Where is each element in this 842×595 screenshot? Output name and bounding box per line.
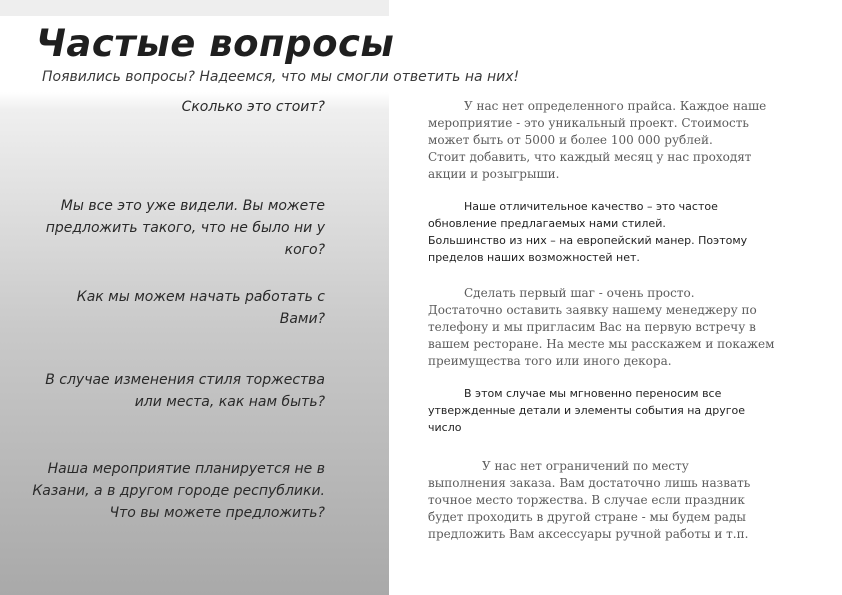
- faq-answer-change: [428, 385, 780, 436]
- answer-line: обновление предлагаемых нами стилей.: [428, 217, 666, 230]
- answer-line: число: [428, 421, 462, 434]
- answer-line: В этом случае мы мгновенно переносим все: [464, 387, 722, 400]
- answer-line: Сделать первый шаг - очень просто.: [464, 286, 695, 300]
- answer-line: У нас нет определенного прайса. Каждое наше: [464, 99, 767, 113]
- answer-line: предложить Вам аксессуары ручной работы и т.п.: [428, 527, 749, 541]
- answer-line: Большинство из них – на европейский манер. Поэтому: [428, 234, 748, 247]
- page-subtitle: Появились вопросы? Надеемся, что мы смогли ответить на них!: [42, 69, 520, 85]
- answer-line: выполнения заказа. Вам достаточно лишь назвать: [428, 476, 751, 490]
- faq-answer-unique: [428, 198, 780, 266]
- answer-line: утвержденные детали и элементы события на другое: [428, 404, 746, 417]
- answer-line: может быть от 5000 и более 100 000 рублей.: [428, 133, 713, 147]
- answer-line: вашем ресторане. На месте мы расскажем и покажем: [428, 337, 775, 351]
- answer-line: мероприятие - это уникальный проект. Стоимость: [428, 116, 749, 130]
- answer-line: Наше отличительное качество – это частое: [464, 200, 718, 213]
- faq-answer-cost: [428, 98, 780, 183]
- answer-line: телефону и мы пригласим Вас на первую встречу в: [428, 320, 756, 334]
- answer-line: преимущества того или иного декора.: [428, 354, 672, 368]
- answer-line: пределов наших возможностей нет.: [428, 251, 640, 264]
- answer-line: Достаточно оставить заявку нашему менеджеру по: [428, 303, 757, 317]
- page-title: Частые вопросы: [36, 22, 395, 65]
- answer-line: точное место торжества. В случае если праздник: [428, 493, 745, 507]
- faq-question-unique: Мы все это уже видели. Вы можете предложить такого, что не было ни у кого?: [45, 198, 325, 258]
- faq-answer-city: [428, 458, 780, 543]
- question-line: Сколько это стоит?: [181, 99, 325, 115]
- faq-question-cost: [30, 96, 325, 118]
- faq-question-start: Как мы можем начать работать с Вами?: [76, 289, 325, 327]
- answer-line: акции и розыгрыши.: [428, 167, 560, 181]
- faq-question-change: В случае изменения стиля торжества или места, как нам быть?: [45, 372, 325, 410]
- faq-answer-start: [428, 285, 780, 370]
- top-band: [0, 0, 389, 16]
- answer-line: Стоит добавить, что каждый месяц у нас проходят: [428, 150, 752, 164]
- faq-question-city: Наша мероприятие планируется не в Казани, а в другом городе республики. Что вы можете предложить?: [32, 461, 325, 521]
- answer-line: будет проходить в другой стране - мы будем рады: [428, 510, 746, 524]
- answer-line: У нас нет ограничений по месту: [482, 459, 689, 473]
